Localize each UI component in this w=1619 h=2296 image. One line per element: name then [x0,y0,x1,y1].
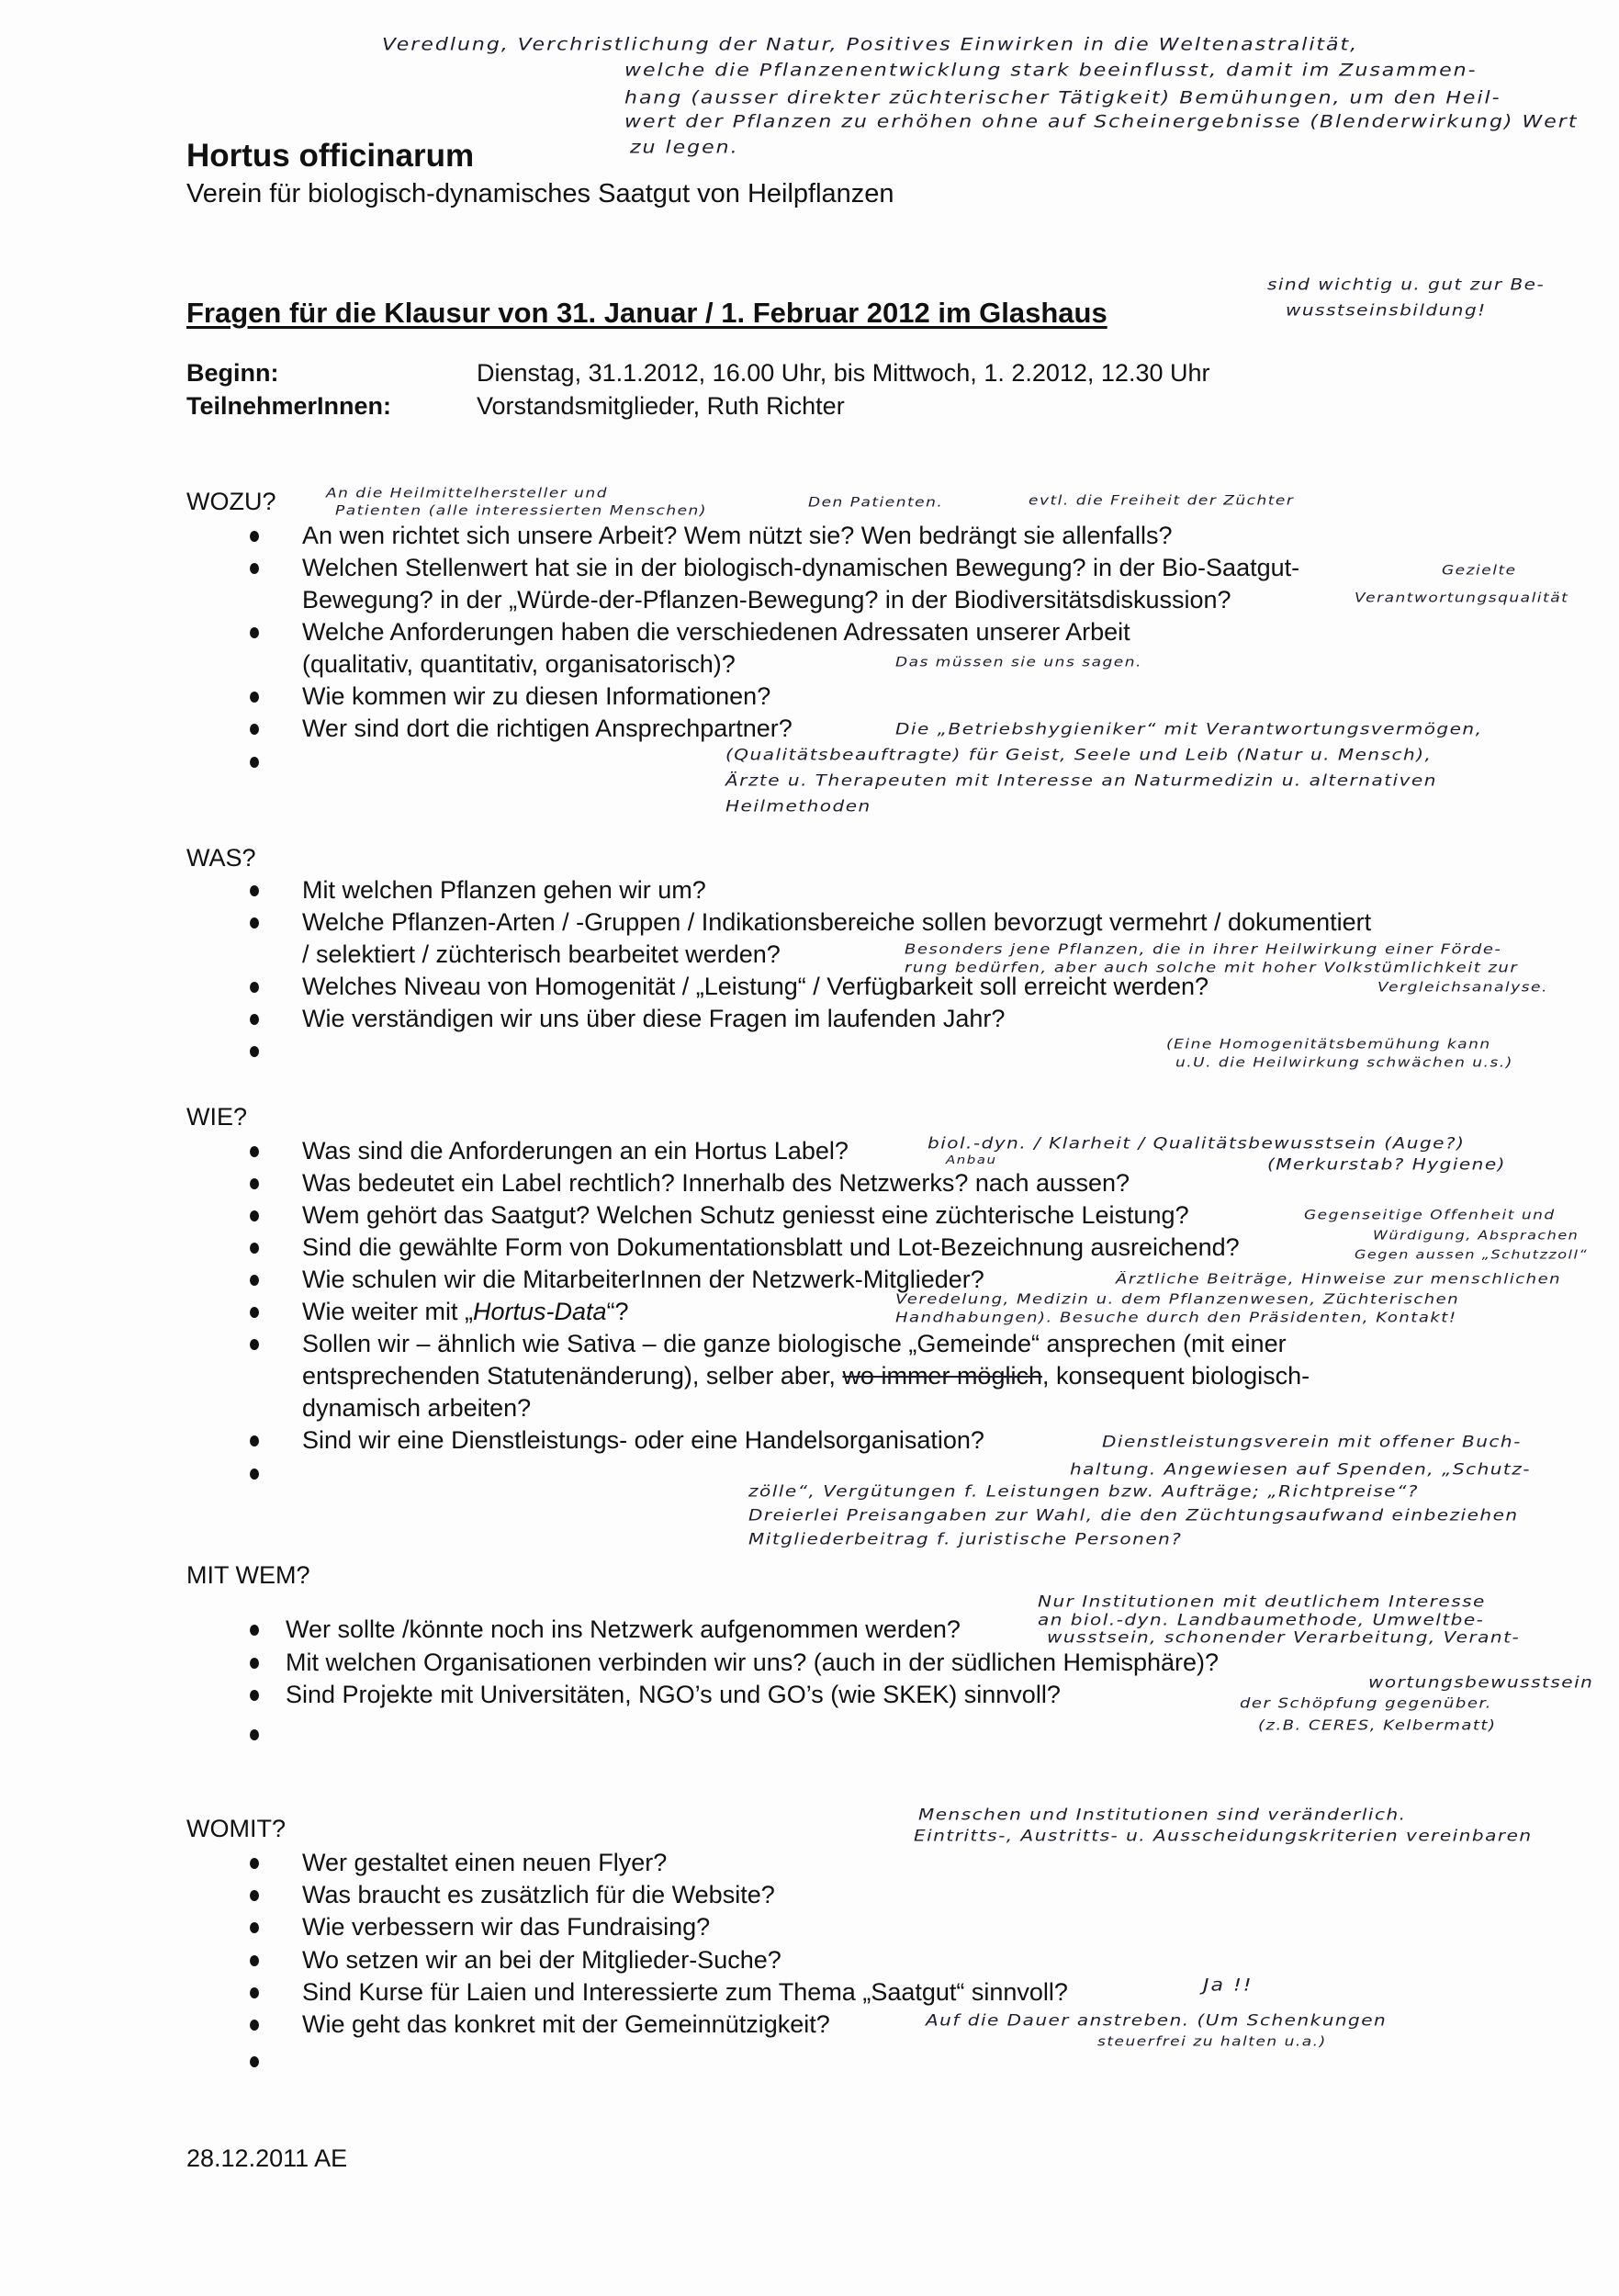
question-continued: dynamisch arbeiten? [302,1394,532,1422]
question: Sollen wir – ähnlich wie Sativa – die ganze biologische „Gemeinde“ ansprechen (mit einer [302,1330,1287,1357]
handwritten-note: Veredlung, Verchristlichung der Natur, Positives Einwirken in die Weltenastralität, [382,35,1359,55]
bullet-empty [250,2056,259,2067]
question: Wie schulen wir die MitarbeiterInnen der Netzwerk-Mitglieder? [302,1266,984,1293]
struck-text: wo immer möglich [842,1362,1042,1390]
question: Sind die gewählte Form von Dokumentationsblatt und Lot-Bezeichnung ausreichend? [302,1233,1240,1261]
section-heading-wie: WIE? [186,1103,248,1131]
handwritten-note: Anbau [946,1153,997,1167]
question-continued: Bewegung? in der „Würde-der-Pflanzen-Bewegung? in der Biodiversitätsdiskussion? [302,586,1231,613]
question: Wie geht das konkret mit der Gemeinnützigkeit? [302,2010,830,2038]
handwritten-note: Ärzte u. Therapeuten mit Interesse an Naturmedizin u. alternativen [725,771,1437,790]
hortus-data-name: Hortus-Data [473,1298,607,1325]
question: Sind wir eine Dienstleistungs- oder eine Handelsorganisation? [302,1426,984,1454]
handwritten-note: Menschen und Institutionen sind veränderlich. [918,1805,1407,1824]
bullet [250,982,259,993]
bullet [250,724,259,735]
handwritten-note: Heilmethoden [725,796,871,816]
handwritten-note: Würdigung, Absprachen [1373,1227,1580,1243]
bullet [250,1625,259,1636]
handwritten-note: Vergleichsanalyse. [1377,979,1548,996]
section-heading-was: WAS? [186,844,256,872]
handwritten-note: u.U. die Heilwirkung schwächen u.s.) [1175,1054,1513,1071]
question-text: Wie weiter mit „ [302,1298,474,1325]
bullet [250,1890,259,1901]
bullet [250,1275,259,1286]
question-continued: / selektiert / züchterisch bearbeitet werden? [302,940,781,968]
handwritten-note: Die „Betriebshygieniker“ mit Verantwortungsvermögen, [895,719,1483,738]
meta-value-start: Dienstag, 31.1.2012, 16.00 Uhr, bis Mittwoch, 1. 2.2012, 12.30 Uhr [477,359,1210,387]
bullet [250,563,259,574]
section-heading-wozu: WOZU? [186,488,276,515]
handwritten-note: der Schöpfung gegenüber. [1240,1695,1492,1712]
handwritten-note: haltung. Angewiesen auf Spenden, „Schutz- [1070,1459,1531,1479]
handwritten-note: Dreierlei Preisangaben zur Wahl, die den Züchtungsaufwand einbeziehen [748,1505,1519,1525]
footer-date: 28.12.2011 AE [186,2144,348,2172]
question: Mit welchen Pflanzen gehen wir um? [302,876,706,904]
handwritten-note: Eintritts-, Austritts- u. Ausscheidungskriterien vereinbaren [914,1826,1533,1845]
question: Was bedeutet ein Label rechtlich? Innerhalb des Netzwerks? nach aussen? [302,1169,1130,1197]
bullet [250,627,259,638]
handwritten-note: sind wichtig u. gut zur Be- [1267,275,1546,294]
bullet [250,1307,259,1318]
bullet [250,1146,259,1157]
bullet-empty [250,1046,259,1057]
handwritten-note: zölle“, Vergütungen f. Leistungen bzw. Aufträge; „Richtpreise“? [748,1481,1420,1501]
handwritten-note: Patienten (alle interessierten Menschen) [335,502,707,519]
bullet [250,692,259,703]
handwritten-note: Den Patienten. [808,494,944,511]
handwritten-note: wert der Pflanzen zu erhöhen ohne auf Scheinergebnisse (Blenderwirkung) Wert [624,112,1579,132]
handwritten-note: biol.-dyn. / Klarheit / Qualitätsbewusstsein (Auge?) [928,1133,1466,1153]
question: Welches Niveau von Homogenität / „Leistung“ / Verfügbarkeit soll erreicht werden? [302,973,1209,1000]
bullet [250,531,259,542]
bullet [250,885,259,896]
bullet [250,2020,259,2031]
meta-label-participants: TeilnehmerInnen: [186,392,392,420]
org-name: Hortus officinarum [186,138,475,174]
question: Welchen Stellenwert hat sie in der biologisch-dynamischen Bewegung? in der Bio-Saatgut- [302,554,1300,581]
question: Was braucht es zusätzlich für die Website? [302,1881,775,1908]
question: Sind Kurse für Laien und Interessierte zum Thema „Saatgut“ sinnvoll? [302,1978,1068,2006]
question-text: “? [606,1298,629,1325]
bullet-empty [250,1729,259,1740]
question: Wie verbessern wir das Fundraising? [302,1913,711,1941]
question: Wem gehört das Saatgut? Welchen Schutz geniesst eine züchterische Leistung? [302,1201,1189,1229]
question-text: , konsequent biologisch- [1041,1362,1310,1390]
handwritten-note: an biol.-dyn. Landbaumethode, Umweltbe- [1038,1610,1485,1629]
section-heading-womit: WOMIT? [186,1815,286,1842]
handwritten-note: Handhabungen). Besuche durch den Präsidenten, Kontakt! [895,1310,1457,1326]
handwritten-note: (z.B. CERES, Kelbermatt) [1258,1717,1497,1734]
question: Welche Anforderungen haben die verschiedenen Adressaten unserer Arbeit [302,618,1130,646]
handwritten-note: Nur Institutionen mit deutlichem Interesse [1038,1592,1486,1611]
handwritten-note: wortungsbewusstsein [1368,1672,1594,1692]
meta-label-start: Beginn: [186,359,279,387]
question: Mit welchen Organisationen verbinden wir uns? (auch in der südlichen Hemisphäre)? [286,1649,1220,1676]
question: An wen richtet sich unsere Arbeit? Wem nützt sie? Wen bedrängt sie allenfalls? [302,522,1173,549]
question-text: entsprechenden Statutenänderung), selber aber, [302,1362,843,1390]
question-continued [302,1361,1310,1390]
handwritten-note: (Qualitätsbeauftragte) für Geist, Seele und Leib (Natur u. Mensch), [725,745,1433,764]
bullet [250,1690,259,1701]
handwritten-note: wusstseinsbildung! [1286,300,1487,320]
section-heading-mit-wem: MIT WEM? [186,1561,310,1589]
bullet [250,1435,259,1446]
bullet [250,1658,259,1669]
org-subtitle: Verein für biologisch-dynamisches Saatgut von Heilpflanzen [186,179,894,208]
handwritten-note: zu legen. [630,138,739,158]
handwritten-note: Veredelung, Medizin u. dem Pflanzenwesen, Züchterischen [895,1291,1460,1308]
handwritten-note: Mitgliederbeitrag f. juristische Personen? [748,1529,1183,1548]
bullet [250,917,259,929]
bullet [250,1178,259,1189]
handwritten-note: Gegenseitige Offenheit und [1304,1207,1556,1223]
bullet [250,1922,259,1933]
handwritten-note: Auf die Dauer anstreben. (Um Schenkungen [926,2010,1388,2030]
bullet [250,1210,259,1221]
handwritten-note: evtl. die Freiheit der Züchter [1029,492,1295,509]
bullet [250,1014,259,1025]
bullet [250,1243,259,1254]
bullet [250,1987,259,1998]
question: Wer sollte /könnte noch ins Netzwerk aufgenommen werden? [286,1615,961,1643]
handwritten-note: wusstsein, schonender Verarbeitung, Verant- [1047,1627,1521,1647]
handwritten-note: Gegen aussen „Schutzzoll“ [1355,1246,1589,1262]
bullet [250,1955,259,1966]
question [302,1297,629,1326]
bullet-empty [250,757,259,768]
handwritten-note: rung bedürfen, aber auch solche mit hoher Volkstümlichkeit zur [905,960,1519,976]
question-continued: (qualitativ, quantitativ, organisatorisch)? [302,650,736,678]
handwritten-note: Dienstleistungsverein mit offener Buch- [1102,1432,1522,1451]
question: Wie verständigen wir uns über diese Fragen im laufenden Jahr? [302,1005,1006,1032]
handwritten-note: (Merkurstab? Hygiene) [1267,1154,1506,1174]
handwritten-note: Das müssen sie uns sagen. [895,654,1142,670]
question: Wie kommen wir zu diesen Informationen? [302,682,771,710]
handwritten-note: Ärztliche Beiträge, Hinweise zur menschlichen [1116,1271,1562,1288]
meta-value-participants: Vorstandsmitglieder, Ruth Richter [477,392,845,420]
handwritten-note: welche die Pflanzenentwicklung stark beeinflusst, damit im Zusammen- [624,61,1478,81]
document-title: Fragen für die Klausur von 31. Januar / 1. Februar 2012 im Glashaus [186,297,1107,329]
handwritten-note: (Eine Homogenitätsbemühung kann [1166,1036,1491,1052]
bullet [250,1339,259,1350]
question: Sind Projekte mit Universitäten, NGO’s und GO’s (wie SKEK) sinnvoll? [286,1681,1061,1708]
question: Wer sind dort die richtigen Ansprechpartner? [302,715,793,742]
handwritten-note: hang (ausser direkter züchterischer Tätigkeit) Bemühungen, um den Heil- [624,88,1501,108]
bullet-empty [250,1469,259,1480]
bullet [250,1858,259,1869]
handwritten-note: An die Heilmittelhersteller und [326,485,609,501]
handwritten-note: Verantwortungsqualität [1355,590,1569,606]
question: Wo setzen wir an bei der Mitglieder-Suche? [302,1946,781,1974]
question: Was sind die Anforderungen an ein Hortus Label? [302,1137,849,1165]
handwritten-note: steuerfrei zu halten u.a.) [1097,2033,1327,2050]
question: Wer gestaltet einen neuen Flyer? [302,1849,668,1876]
handwritten-note: Ja !! [1203,1975,1254,1996]
handwritten-note: Gezielte [1442,562,1517,579]
handwritten-note: Besonders jene Pflanzen, die in ihrer Heilwirkung einer Förde- [905,941,1502,958]
question: Welche Pflanzen-Arten / -Gruppen / Indikationsbereiche sollen bevorzugt vermehrt / dokumentiert [302,908,1372,936]
